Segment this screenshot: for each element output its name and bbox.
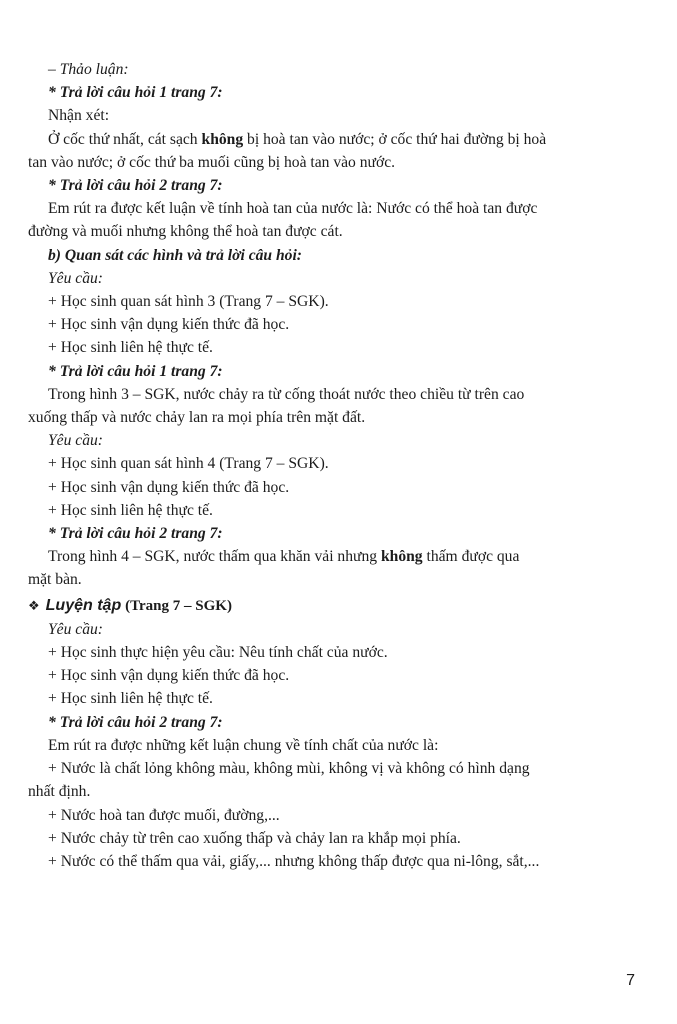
list-item: + Học sinh quan sát hình 3 (Trang 7 – SGK). (48, 293, 329, 311)
paragraph-line: tan vào nước; ở cốc thứ ba muối cũng bị hoà tan vào nước. (28, 153, 396, 171)
paragraph-line: mặt bàn. (28, 571, 82, 589)
page-number: 7 (626, 972, 635, 989)
remark-label: Nhận xét: (48, 107, 110, 125)
answer-heading-q2: * Trả lời câu hỏi 2 trang 7: (48, 177, 223, 195)
list-item: + Học sinh vận dụng kiến thức đã học. (48, 478, 290, 496)
text-span: thấm được qua (422, 548, 520, 566)
page-content (28, 58, 650, 873)
paragraph-line: đường và muối nhưng không thể hoà tan được cát. (28, 223, 343, 241)
practice-section-heading (28, 594, 650, 618)
list-item: + Học sinh thực hiện yêu cầu: Nêu tính chất của nước. (48, 644, 388, 662)
list-item: + Nước hoà tan được muối, đường,... (48, 806, 280, 824)
list-item: + Nước có thể thấm qua vải, giấy,... nhưng không thấp được qua ni-lông, sắt,... (48, 852, 540, 870)
answer-heading-q2: * Trả lời câu hỏi 2 trang 7: (48, 525, 223, 543)
discussion-heading: – Thảo luận: (48, 61, 129, 78)
list-item: + Học sinh vận dụng kiến thức đã học. (48, 667, 290, 685)
answer-heading-q2: * Trả lời câu hỏi 2 trang 7: (48, 713, 223, 731)
list-item: + Nước chảy từ trên cao xuống thấp và chảy lan ra khắp mọi phía. (48, 829, 461, 847)
answer-heading-q1: * Trả lời câu hỏi 1 trang 7: (48, 84, 223, 102)
section-subtitle: (Trang 7 – SGK) (125, 597, 232, 614)
list-item: + Học sinh liên hệ thực tế. (48, 690, 213, 708)
requirement-label: Yêu cầu: (48, 432, 103, 450)
list-item: + Học sinh vận dụng kiến thức đã học. (48, 316, 290, 334)
list-item: + Học sinh liên hệ thực tế. (48, 501, 213, 519)
conclusion-intro: Em rút ra được những kết luận chung về tính chất của nước là: (48, 736, 439, 754)
bold-text: không (380, 548, 423, 566)
paragraph-figure3-answer (28, 383, 650, 429)
paragraph-figure4-answer (28, 545, 650, 591)
paragraph-dissolving-observation (28, 128, 650, 174)
requirement-label: Yêu cầu: (48, 620, 103, 638)
text-span: Ở cốc thứ nhất, cát sạch (48, 130, 202, 148)
paragraph-line: + Nước là chất lỏng không màu, không mùi, không vị và không có hình dạng (48, 760, 530, 778)
list-item: + Học sinh liên hệ thực tế. (48, 339, 213, 357)
answer-heading-q1: * Trả lời câu hỏi 1 trang 7: (48, 362, 223, 380)
paragraph-line: Trong hình 3 – SGK, nước chảy ra từ cống thoát nước theo chiều từ trên cao (48, 385, 525, 403)
section-title: Luyện tập (45, 596, 122, 614)
diamond-bullet-icon: ❖ (28, 598, 40, 614)
bold-text: không (201, 130, 244, 148)
paragraph-water-properties (28, 757, 650, 803)
list-item: + Học sinh quan sát hình 4 (Trang 7 – SGK). (48, 455, 329, 473)
text-span: Trong hình 4 – SGK, nước thấm qua khăn vải nhưng (48, 548, 381, 566)
text-span: bị hoà tan vào nước; ở cốc thứ hai đường bị hoà (243, 130, 547, 148)
subsection-b-heading: b) Quan sát các hình và trả lời câu hỏi: (48, 246, 302, 264)
paragraph-line: Em rút ra được kết luận về tính hoà tan của nước là: Nước có thể hoà tan được (48, 200, 538, 218)
paragraph-dissolving-conclusion (28, 197, 650, 243)
paragraph-line (28, 128, 650, 151)
requirement-label: Yêu cầu: (48, 269, 103, 287)
paragraph-line: xuống thấp và nước chảy lan ra mọi phía trên mặt đất. (28, 409, 366, 427)
paragraph-line (28, 545, 650, 568)
paragraph-line: nhất định. (28, 783, 91, 801)
